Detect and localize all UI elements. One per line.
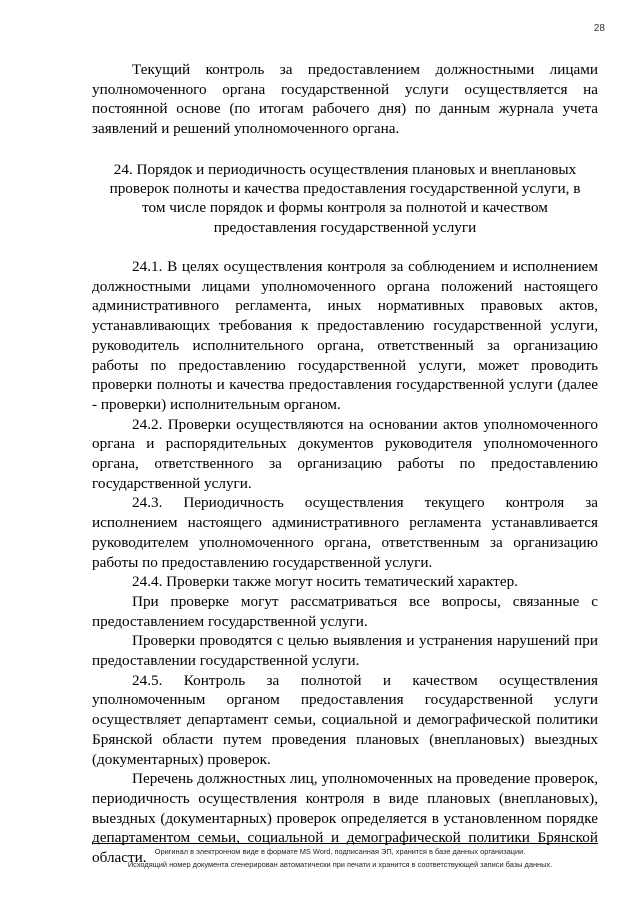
footer-divider (92, 843, 598, 844)
paragraph-24-5-officials: Перечень должностных лиц, уполномоченных на проведение проверок, периодичность осуществления контроля в виде плановых (внеплановых), выездных (документарных) проверок определяется в установленном порядке департаментом семьи, социальной и демографической политики Брянской области. (92, 770, 598, 867)
paragraph-24-2: 24.2. Проверки осуществляются на основании актов уполномоченного органа и распорядительных документов руководителя уполномоченного органа, ответственного за организацию работы по предоставлению государственной услуги. (92, 415, 598, 492)
paragraph-24-4-questions: При проверке могут рассматриваться все вопросы, связанные с предоставлением государственной услуги. (92, 592, 598, 630)
page-number: 28 (593, 23, 605, 34)
intro-paragraph: Текущий контроль за предоставлением должностными лицами уполномоченного органа государственной услуги осуществляется на постоянной основе (по итогам рабочего дня) по данным журнала учета заявлений и решений уполномоченного органа. (92, 61, 598, 138)
document-body (92, 60, 598, 868)
paragraph-24-5: 24.5. Контроль за полнотой и качеством осуществления уполномоченным органом предоставления государственной услуги осуществляет департамент семьи, социальной и демографической политики Брянской области путем проведения плановых (внеплановых) выездных (документарных) проверок. (92, 671, 598, 768)
footer-note-original: Оригинал в электронном виде в формате MS Word, подписанная ЭП, хранится в базе данных организации. (154, 847, 526, 856)
footer-note-number: Исходящий номер документа сгенерирован автоматически при печати и хранится в соответствующей записи базы данных. (127, 860, 553, 869)
section-heading: 24. Порядок и периодичность осуществления плановых и внеплановых проверок полноты и качества предоставления государственной услуги, в том числе порядок и формы контроля за полнотой и качеством предоставления государственной услуги (109, 160, 581, 236)
paragraph-24-4-purpose: Проверки проводятся с целью выявления и устранения нарушений при предоставлении государственной услуги. (92, 632, 598, 670)
paragraph-24-1: 24.1. В целях осуществления контроля за соблюдением и исполнением должностными лицами уполномоченного органа положений настоящего административного регламента, иных нормативных правовых актов, устанавливающих требования к предоставлению государственной услуги, руководитель исполнительного органа, ответственный за организацию работы по предоставлению государственной услуги, может проводить проверки полноты и качества предоставления государственной услуги (далее - проверки) исполнительным органом. (92, 258, 598, 413)
paragraph-24-3: 24.3. Периодичность осуществления текущего контроля за исполнением настоящего административного регламента устанавливается руководителем уполномоченного органа, ответственным за организацию работы по предоставлению государственной услуги. (92, 494, 598, 571)
paragraph-24-4: 24.4. Проверки также могут носить тематический характер. (132, 573, 518, 591)
